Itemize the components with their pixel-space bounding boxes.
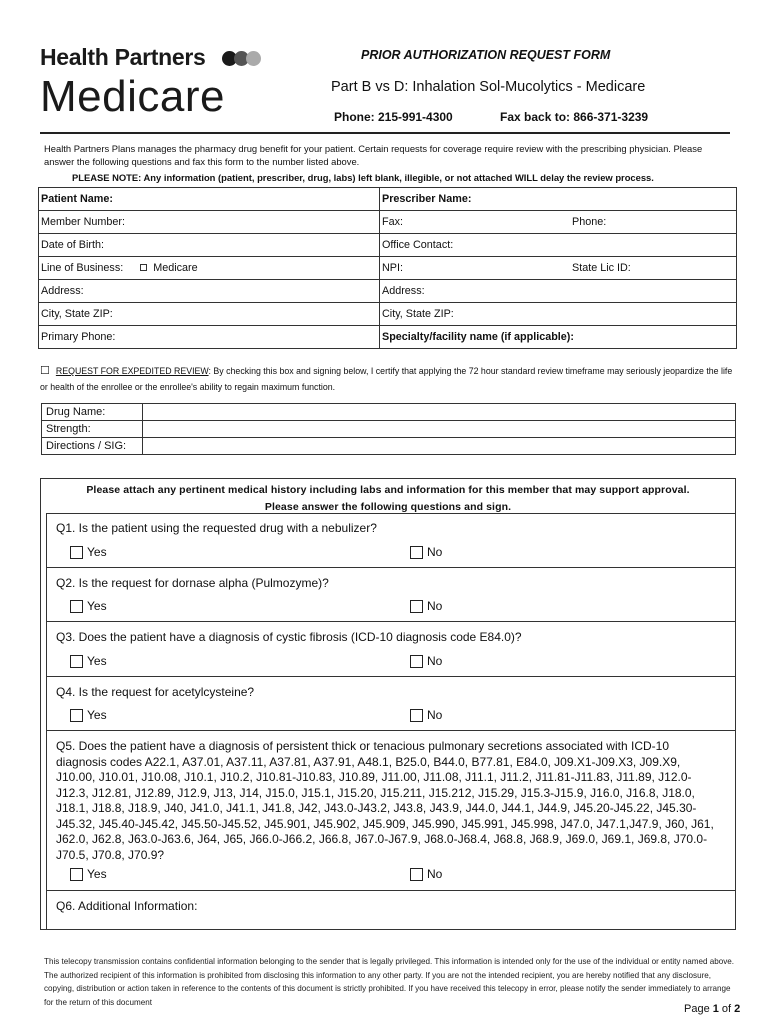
- q3-yes[interactable]: [70, 654, 107, 668]
- page-number: [684, 1003, 740, 1015]
- divider: [46, 676, 736, 677]
- medicare-option-label: Medicare: [153, 262, 198, 274]
- q5-text: Q5. Does the patient have a diagnosis of persistent thick or tenacious pulmonary secretions associated with ICD-10 diagnosis codes A22.1, A37.01, A37.11, A37.81, A37.91, A48.1, B25.0, B44.0, B77.81, E84.0, J09.X1-J09.X3, J09.X9, J10.00, J10.01, J10.08, J10.1, J10.2, J10.81-J10.83, J10.89, J11.00, J11.08, J11.1, J11.2, J11.81-J11.83, J11.89, J12.0-J12.3, J12.81, J12.89, J12.9, J13, J14, J15.0, J15.1, J15.20, J15.211, J15.212, J15.29, J15.3-J15.9, J16.0, J16.8, J18.0, J18.1, J18.8, J18.9, J40, J41.0, J41.1, J41.8, J42, J43.0-J43.2, J43.8, J43.9, J44.0, J44.1, J44.9, J45.20-J45.22, J45.30-J45.32, J45.40-J45.42, J45.50-J45.52, J45.901, J45.902, J45.909, J45.990, J45.991, J45.998, J47.0, J47.1,J47.9, J60, J61, J62.0, J62.8, J63.0-J63.6, J64, J65, J66.0-J66.2, J66.8, J67.0-J67.9, J68.0-J68.4, J68.8, J68.9, J69.0, J69.1, J69.8, J70.0-J70.5, J70.8, J70.9?: [56, 739, 714, 862]
- confidentiality-notice: This telecopy transmission contains confidential information belonging to the sender that is legally privileged. This information is intended only for the use of the individual or entity named above. The authorized recipient of this information is prohibited from disclosing this information to any other party. If you are not the intended recipient, you are hereby notified that any disclosure, copying, distribution or action taken in reference to the contents of this document is strictly prohibited. If you have received this telecopy in error, please notify the sender immediately to arrange for the return of this document: [44, 957, 735, 1007]
- directions-input[interactable]: [143, 438, 736, 455]
- member-number-field[interactable]: [39, 211, 380, 234]
- no-label: No: [427, 654, 443, 668]
- q2-yes-checkbox[interactable]: [70, 600, 83, 613]
- fax-number: Fax back to: 866-371-3239: [500, 110, 649, 124]
- specialty-label: Specialty/facility name (if applicable):: [382, 331, 575, 343]
- questions-header-line1: Please attach any pertinent medical history including labs and information for this member that may support approval.: [86, 484, 690, 496]
- expedited-review: [40, 363, 740, 395]
- primary-phone-label: Primary Phone:: [41, 331, 116, 343]
- fax-label: Fax:: [382, 216, 403, 228]
- q2-no-checkbox[interactable]: [410, 600, 423, 613]
- page-total: 2: [734, 1003, 741, 1015]
- patient-city-field[interactable]: [39, 303, 380, 326]
- q5-yes[interactable]: [70, 867, 107, 881]
- state-lic-label: State Lic ID:: [572, 262, 631, 274]
- strength-input[interactable]: [143, 421, 736, 438]
- expedited-text: : By checking this box and signing below, I certify that applying the 72 hour standard review timeframe may seriously jeopardize the life or health of the enrollee or the enrollee's ability to regain maximum function.: [40, 366, 733, 392]
- yes-label: Yes: [87, 545, 107, 559]
- q3-text: Q3. Does the patient have a diagnosis of cystic fibrosis (ICD-10 diagnosis code E84.0)?: [56, 630, 522, 644]
- logo-dots-icon: [222, 51, 261, 66]
- no-label: No: [427, 545, 443, 559]
- expedited-checkbox[interactable]: ☐: [40, 365, 50, 377]
- no-label: No: [427, 708, 443, 722]
- primary-phone-field[interactable]: [39, 326, 380, 349]
- q2-yes[interactable]: [70, 599, 107, 613]
- divider: [46, 730, 736, 731]
- q1-no[interactable]: [410, 545, 442, 559]
- q1-yes-checkbox[interactable]: [70, 546, 83, 559]
- strength-label: Strength:: [42, 421, 143, 438]
- intro-text: Health Partners Plans manages the pharmacy drug benefit for your patient. Certain requests for coverage require review with the prescribing physician. Please answer the following questions and fax this form to the number listed above.: [44, 143, 703, 167]
- logo-medicare: Medicare: [40, 72, 225, 121]
- q4-no[interactable]: [410, 708, 442, 722]
- page-current: 1: [712, 1003, 719, 1015]
- yes-label: Yes: [87, 708, 107, 722]
- logo-health-partners: Health Partners: [40, 44, 206, 70]
- patient-name-label: Patient Name:: [41, 193, 113, 205]
- office-contact-label: Office Contact:: [382, 239, 454, 251]
- q4-no-checkbox[interactable]: [410, 709, 423, 722]
- prescriber-city-field[interactable]: [380, 303, 737, 326]
- q4-yes[interactable]: [70, 708, 107, 722]
- drug-name-input[interactable]: [143, 404, 736, 421]
- fax-phone-field[interactable]: [380, 211, 737, 234]
- q3-no-checkbox[interactable]: [410, 655, 423, 668]
- q2-text: Q2. Is the request for dornase alpha (Pulmozyme)?: [56, 576, 329, 590]
- phone-number: Phone: 215-991-4300: [334, 110, 453, 124]
- q5-no[interactable]: [410, 867, 442, 881]
- divider: [46, 567, 736, 568]
- patient-name-field[interactable]: [39, 188, 380, 211]
- questions-header: [40, 478, 736, 516]
- q4-text: Q4. Is the request for acetylcysteine?: [56, 685, 255, 699]
- questions-header-line2: Please answer the following questions and sign.: [264, 501, 512, 513]
- patient-address-label: Address:: [41, 285, 84, 297]
- q3-yes-checkbox[interactable]: [70, 655, 83, 668]
- dob-field[interactable]: [39, 234, 380, 257]
- logo-dot-light: [246, 51, 261, 66]
- yes-label: Yes: [87, 599, 107, 613]
- please-note: PLEASE NOTE: Any information (patient, prescriber, drug, labs) left blank, illegible, or not attached WILL delay the review process.: [72, 172, 654, 183]
- drug-name-label: Drug Name:: [42, 404, 143, 421]
- q5-yes-checkbox[interactable]: [70, 868, 83, 881]
- q1-yes[interactable]: [70, 545, 107, 559]
- prescriber-name-label: Prescriber Name:: [382, 193, 472, 205]
- header-divider: [40, 132, 730, 134]
- member-number-label: Member Number:: [41, 216, 125, 228]
- prescriber-name-field[interactable]: [380, 188, 737, 211]
- specialty-field[interactable]: [380, 326, 737, 349]
- form-title: PRIOR AUTHORIZATION REQUEST FORM: [361, 48, 611, 62]
- yes-label: Yes: [87, 867, 107, 881]
- drug-table: [41, 403, 736, 455]
- page-prefix: Page: [684, 1003, 713, 1015]
- patient-prescriber-table: [38, 187, 737, 349]
- no-label: No: [427, 599, 443, 613]
- q1-text: Q1. Is the patient using the requested drug with a nebulizer?: [56, 521, 377, 535]
- no-label: No: [427, 867, 443, 881]
- q1-no-checkbox[interactable]: [410, 546, 423, 559]
- yes-label: Yes: [87, 654, 107, 668]
- office-contact-field[interactable]: [380, 234, 737, 257]
- q5-no-checkbox[interactable]: [410, 868, 423, 881]
- dob-label: Date of Birth:: [41, 239, 105, 251]
- form-subtitle: Part B vs D: Inhalation Sol-Mucolytics - Medicare: [331, 79, 646, 95]
- medicare-checkbox[interactable]: [140, 264, 147, 271]
- directions-label: Directions / SIG:: [42, 438, 143, 455]
- prescriber-address-label: Address:: [382, 285, 425, 297]
- divider: [46, 890, 736, 891]
- q4-yes-checkbox[interactable]: [70, 709, 83, 722]
- prescriber-city-label: City, State ZIP:: [382, 308, 454, 320]
- expedited-link: REQUEST FOR EXPEDITED REVIEW: [55, 366, 209, 376]
- npi-label: NPI:: [382, 262, 403, 274]
- patient-address-field[interactable]: [39, 280, 380, 303]
- prescriber-address-field[interactable]: [380, 280, 737, 303]
- divider: [46, 621, 736, 622]
- npi-lic-field[interactable]: [380, 257, 737, 280]
- phone-label: Phone:: [572, 216, 607, 228]
- q3-no[interactable]: [410, 654, 442, 668]
- lob-label: Line of Business:: [41, 262, 124, 274]
- page-of: of: [718, 1003, 735, 1015]
- line-of-business-field: [39, 257, 380, 280]
- q6-text: Q6. Additional Information:: [56, 899, 198, 913]
- q2-no[interactable]: [410, 599, 442, 613]
- patient-city-label: City, State ZIP:: [41, 308, 113, 320]
